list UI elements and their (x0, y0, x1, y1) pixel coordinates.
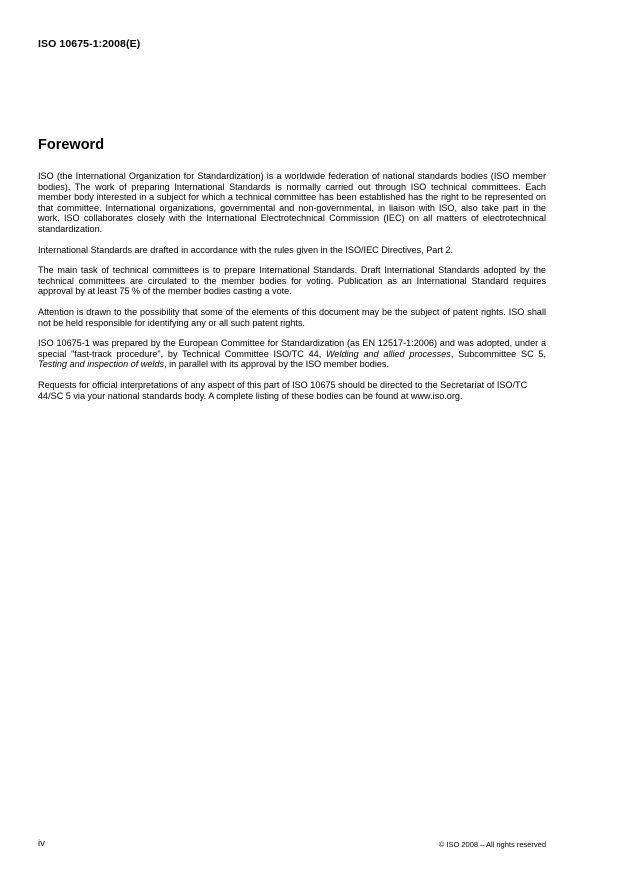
paragraph-patent-rights: Attention is drawn to the possibility that some of the elements of this document may be the subject of patent rights. ISO shall not be held responsible for identifying any or all such patent rights. (38, 306, 546, 328)
foreword-body (38, 171, 546, 411)
page-title: Foreword (38, 137, 105, 153)
preparation-text-2: , Subcommittee SC 5, (450, 348, 546, 359)
preparation-text-1: ISO 10675-1 was prepared by the European Committee for Standardization (as EN 12517-1:2006) and was adopted, under a special "fast-track procedure", by Technical Committee ISO/TC 44, (38, 338, 546, 359)
page-number: iv (38, 838, 45, 849)
paragraph-preparation (38, 338, 546, 370)
copyright-notice: © ISO 2008 – All rights reserved (438, 840, 546, 849)
subcommittee-name: Testing and inspection of welds (38, 359, 165, 370)
paragraph-directives: International Standards are drafted in accordance with the rules given in the ISO/IEC Directives, Part 2. (38, 244, 453, 255)
paragraph-interpretations: Requests for official interpretations of any aspect of this part of ISO 10675 should be directed to the Secretariat of ISO/TC 44/SC 5 via your national standards body. A complete listing of these bodies can be found at www.iso.org. (38, 379, 528, 401)
committee-name: Welding and allied processes (326, 348, 451, 359)
preparation-text-3: , in parallel with its approval by the ISO member bodies. (164, 359, 389, 370)
paragraph-committee-task: The main task of technical committees is to prepare International Standards. Draft International Standards adopted by the technical committees are circulated to the member bodies for voting. Publication as an International Standard requires approval by at least 75 % of the member bodies casting a vote. (38, 265, 546, 297)
paragraph-iso-intro: ISO (the International Organization for Standardization) is a worldwide federation of national standards bodies (ISO member bodies). The work of preparing International Standards is normally carried out through ISO technical committees. Each member body interested in a subject for which a technical committee has been established has the right to be represented on that committee. International organizations, governmental and non-governmental, in liaison with ISO, also take part in the work. ISO collaborates closely with the International Electrotechnical Commission (IEC) on all matters of electrotechnical standardization. (38, 171, 546, 234)
document-id: ISO 10675-1:2008(E) (38, 38, 141, 50)
